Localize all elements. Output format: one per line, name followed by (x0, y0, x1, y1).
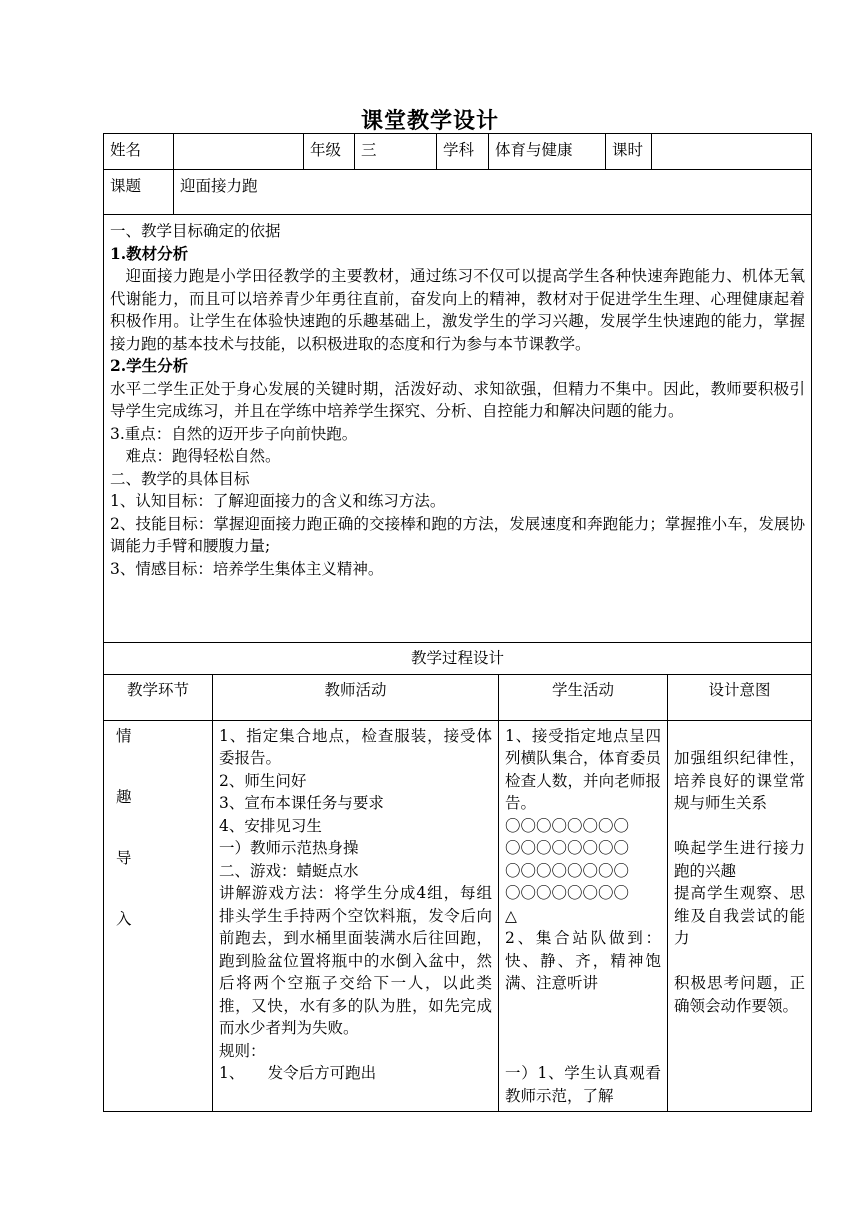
name-value (174, 134, 304, 170)
grade-label: 年级 (304, 134, 355, 170)
student-line: 1、接受指定地点呈四列横队集合，体育委员检查人数，并向老师报告。 (505, 726, 661, 812)
objectives-section (104, 215, 812, 643)
stage-char: 入 (116, 909, 132, 928)
student-line: 一）1、学生认真观看教师示范，了解 (505, 1064, 661, 1105)
teacher-line: 二、游戏：蜻蜓点水 (219, 861, 359, 880)
teacher-line: 2、师生问好 (219, 771, 307, 790)
stage-char: 导 (116, 848, 132, 867)
intent-line: 加强组织纪律性，培养良好的课堂常规与师生关系 (674, 749, 806, 812)
intent-line: 提高学生观察、思维及自我尝试的能力 (674, 884, 806, 947)
process-heading: 教学过程设计 (104, 643, 812, 675)
intent-line: 积极思考问题，正确领会动作要领。 (674, 974, 806, 1015)
teacher-activity-cell (213, 720, 499, 1112)
formation-row: 〇〇〇〇〇〇〇〇 (505, 839, 630, 857)
teacher-line: 规则： (219, 1041, 266, 1060)
formation-row: 〇〇〇〇〇〇〇〇 (505, 861, 630, 880)
lesson-info-table (103, 133, 812, 643)
period-value (652, 134, 812, 170)
period-label: 课时 (606, 134, 652, 170)
goal-skill: 2、技能目标：掌握迎面接力跑正确的交接棒和跑的方法，发展速度和奔跑能力；掌握推小车，发展协调能力手臂和腰腹力量; (110, 514, 805, 555)
material-heading: 1.教材分析 (110, 243, 189, 263)
student-text: 水平二学生正处于身心发展的关键时期，活泼好动、求知欲强，但精力不集中。因此，教师要积极引导学生完成练习，并且在学练中培养学生探究、分析、自控能力和解决问题的能力。 (110, 379, 805, 420)
teacher-line: 1、 发令后方可跑出 (219, 1064, 377, 1082)
design-intent-cell (668, 720, 812, 1112)
teacher-line: 一）教师示范热身操 (219, 839, 359, 857)
process-table (103, 642, 812, 1112)
col-teacher-header: 教师活动 (213, 674, 499, 720)
student-heading: 2.学生分析 (110, 356, 189, 375)
teacher-position-marker: △ (505, 906, 517, 925)
basis-heading: 一、教学目标确定的依据 (110, 222, 281, 240)
intent-line: 唤起学生进行接力跑的兴趣 (674, 839, 806, 880)
material-text: 迎面接力跑是小学田径教学的主要教材，通过练习不仅可以提高学生各种快速奔跑能力、机体无氧代谢能力，而且可以培养青少年勇往直前，奋发向上的精神，教材对于促进学生生理、心理健康起着积极作用。让学生在体验快速跑的乐趣基础上，激发学生的学习兴趣，发展学生快速跑的能力，掌握接力跑的基本技术与技能，以积极进取的态度和行为参与本节课教学。 (110, 267, 805, 353)
teacher-line: 4、安排见习生 (219, 816, 322, 835)
subject-value: 体育与健康 (489, 134, 606, 170)
focus-text: 3.重点：自然的迈开步子向前快跑。 (110, 424, 358, 443)
student-activity-cell (499, 720, 668, 1112)
teacher-line: 讲解游戏方法：将学生分成4组，每组排头学生手持两个空饮料瓶，发令后向前跑去，到水桶里面装满水后往回跑，跑到脸盆位置将瓶中的水倒入盆中，然后将两个空瓶子交给下一人，以此类推，又快，水有多的队为胜，如先完成而水少者判为失败。 (219, 884, 492, 1037)
difficulty-text: 难点：跑得轻松自然。 (125, 447, 281, 465)
subject-label: 学科 (437, 134, 489, 170)
stage-cell (104, 720, 213, 1112)
student-line: 2、集合站队做到：快、静、齐，精神饱满、注意听讲 (505, 929, 661, 992)
goal-affective: 3、情感目标：培养学生集体主义精神。 (110, 559, 384, 578)
grade-value: 三 (355, 134, 437, 170)
topic-label: 课题 (104, 170, 174, 215)
teacher-line: 1、指定集合地点，检查服装，接受体委报告。 (219, 726, 492, 767)
col-student-header: 学生活动 (499, 674, 668, 720)
formation-row: 〇〇〇〇〇〇〇〇 (505, 816, 630, 835)
stage-char: 情 (116, 726, 132, 745)
col-stage-header: 教学环节 (104, 674, 213, 720)
stage-char: 趣 (116, 787, 132, 806)
page-title: 课堂教学设计 (360, 108, 499, 134)
teacher-line: 3、宣布本课任务与要求 (219, 794, 384, 812)
topic-value: 迎面接力跑 (174, 170, 812, 215)
col-intent-header: 设计意图 (668, 674, 812, 720)
formation-row: 〇〇〇〇〇〇〇〇 (505, 884, 630, 902)
goals-heading: 二、教学的具体目标 (110, 469, 250, 488)
name-label: 姓名 (104, 134, 174, 170)
goal-cognitive: 1、认知目标：了解迎面接力的含义和练习方法。 (110, 492, 446, 510)
